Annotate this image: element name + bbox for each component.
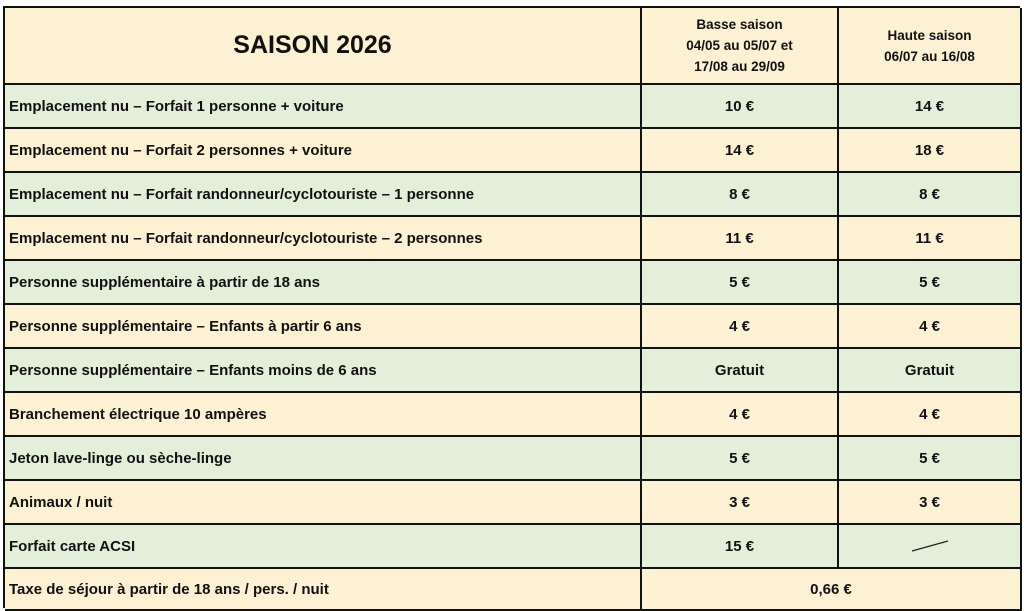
low-season-dates-2: 17/08 au 29/09 [694, 59, 785, 74]
row-combined-price: 0,66 € [642, 569, 1022, 611]
row-low-price: 15 € [642, 525, 839, 569]
header-low-season [642, 8, 839, 85]
row-label: Taxe de séjour à partir de 18 ans / pers. / nuit [5, 569, 642, 611]
row-high-price: 4 € [839, 305, 1022, 349]
row-label: Personne supplémentaire – Enfants moins de 6 ans [5, 349, 642, 393]
row-low-price: 4 € [642, 305, 839, 349]
row-label: Forfait carte ACSI [5, 525, 642, 569]
row-low-price: Gratuit [642, 349, 839, 393]
row-high-price: 3 € [839, 481, 1022, 525]
row-high-price: Gratuit [839, 349, 1022, 393]
row-low-price: 10 € [642, 85, 839, 129]
row-label: Emplacement nu – Forfait randonneur/cyclotouriste – 2 personnes [5, 217, 642, 261]
row-high-price: 5 € [839, 437, 1022, 481]
row-low-price: 5 € [642, 261, 839, 305]
row-low-price: 4 € [642, 393, 839, 437]
low-season-name: Basse saison [696, 17, 783, 32]
row-label: Emplacement nu – Forfait 2 personnes + voiture [5, 129, 642, 173]
row-label: Jeton lave-linge ou sèche-linge [5, 437, 642, 481]
row-high-price: 18 € [839, 129, 1022, 173]
not-applicable-slash [839, 525, 1022, 569]
row-high-price: 4 € [839, 393, 1022, 437]
row-low-price: 3 € [642, 481, 839, 525]
row-label: Animaux / nuit [5, 481, 642, 525]
row-label: Emplacement nu – Forfait 1 personne + voiture [5, 85, 642, 129]
row-label: Personne supplémentaire – Enfants à partir 6 ans [5, 305, 642, 349]
header-high-season [839, 8, 1022, 85]
row-label: Personne supplémentaire à partir de 18 ans [5, 261, 642, 305]
row-low-price: 8 € [642, 173, 839, 217]
price-table [3, 6, 1020, 608]
row-high-price: 11 € [839, 217, 1022, 261]
row-high-price: 5 € [839, 261, 1022, 305]
high-season-dates: 06/07 au 16/08 [884, 48, 975, 64]
row-label: Branchement électrique 10 ampères [5, 393, 642, 437]
diagonal-line-icon [910, 539, 950, 553]
high-season-name: Haute saison [887, 27, 972, 43]
row-high-price: 14 € [839, 85, 1022, 129]
row-low-price: 5 € [642, 437, 839, 481]
low-season-dates-1: 04/05 au 05/07 et [686, 38, 793, 53]
page-title: SAISON 2026 [5, 8, 642, 85]
row-high-price: 8 € [839, 173, 1022, 217]
row-low-price: 14 € [642, 129, 839, 173]
row-label: Emplacement nu – Forfait randonneur/cyclotouriste – 1 personne [5, 173, 642, 217]
row-low-price: 11 € [642, 217, 839, 261]
